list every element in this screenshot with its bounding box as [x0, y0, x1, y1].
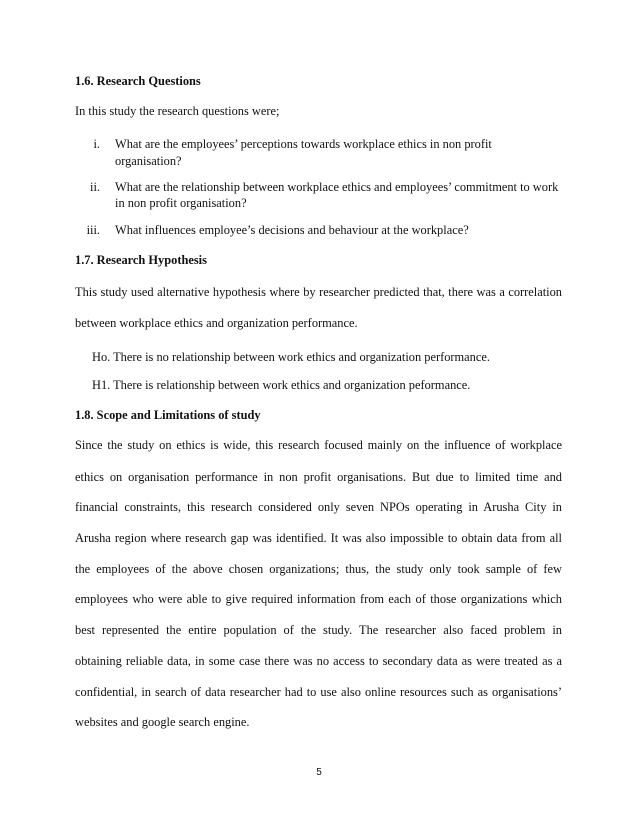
paragraph-line: websites and google search engine.: [75, 715, 250, 729]
list-number: i.: [93, 137, 100, 151]
section-heading-research-questions: 1.6. Research Questions: [75, 74, 201, 88]
page-number: 5: [316, 767, 322, 778]
research-questions-intro: In this study the research questions were;: [75, 104, 280, 118]
paragraph-line: This study used alternative hypothesis where by researcher predicted that, there was a correlation: [75, 285, 562, 299]
list-item-line: What are the relationship between workplace ethics and employees’ commitment to work: [115, 180, 559, 194]
paragraph-line: confidential, in search of data researcher had to use also online resources such as organisations’: [75, 685, 562, 699]
paragraph-line: the employees of the above chosen organizations; thus, the study only took sample of few: [75, 562, 562, 576]
hypothesis-alternative: H1. There is relationship between work ethics and organization peformance.: [92, 378, 471, 392]
paragraph-line: ethics on organisation performance in non profit organisations. But due to limited time and: [75, 470, 562, 484]
paragraph-line: financial constraints, this research considered only seven NPOs operating in Arusha City in: [75, 500, 562, 514]
paragraph-line: employees who were able to give required information from each of those organizations which: [75, 592, 562, 606]
paragraph-line: Since the study on ethics is wide, this research focused mainly on the influence of workplace: [75, 438, 562, 452]
list-item-line: organisation?: [115, 154, 182, 168]
section-heading-scope-limitations: 1.8. Scope and Limitations of study: [75, 408, 261, 422]
list-item-line: in non profit organisation?: [115, 196, 247, 210]
section-heading-research-hypothesis: 1.7. Research Hypothesis: [75, 253, 207, 267]
paragraph-line: between workplace ethics and organization performance.: [75, 316, 358, 330]
list-number: iii.: [86, 223, 100, 237]
hypothesis-null: Ho. There is no relationship between work ethics and organization performance.: [92, 350, 490, 364]
list-item-line: What are the employees’ perceptions towards workplace ethics in non profit: [115, 137, 492, 151]
paragraph-line: best represented the entire population of the study. The researcher also faced problem in: [75, 623, 562, 637]
paragraph-line: Arusha region where research gap was identified. It was also impossible to obtain data from all: [75, 531, 562, 545]
list-item-line: What influences employee’s decisions and behaviour at the workplace?: [115, 223, 469, 237]
list-number: ii.: [90, 180, 100, 194]
paragraph-line: obtaining reliable data, in some case there was no access to secondary data as were treated as a: [75, 654, 562, 668]
